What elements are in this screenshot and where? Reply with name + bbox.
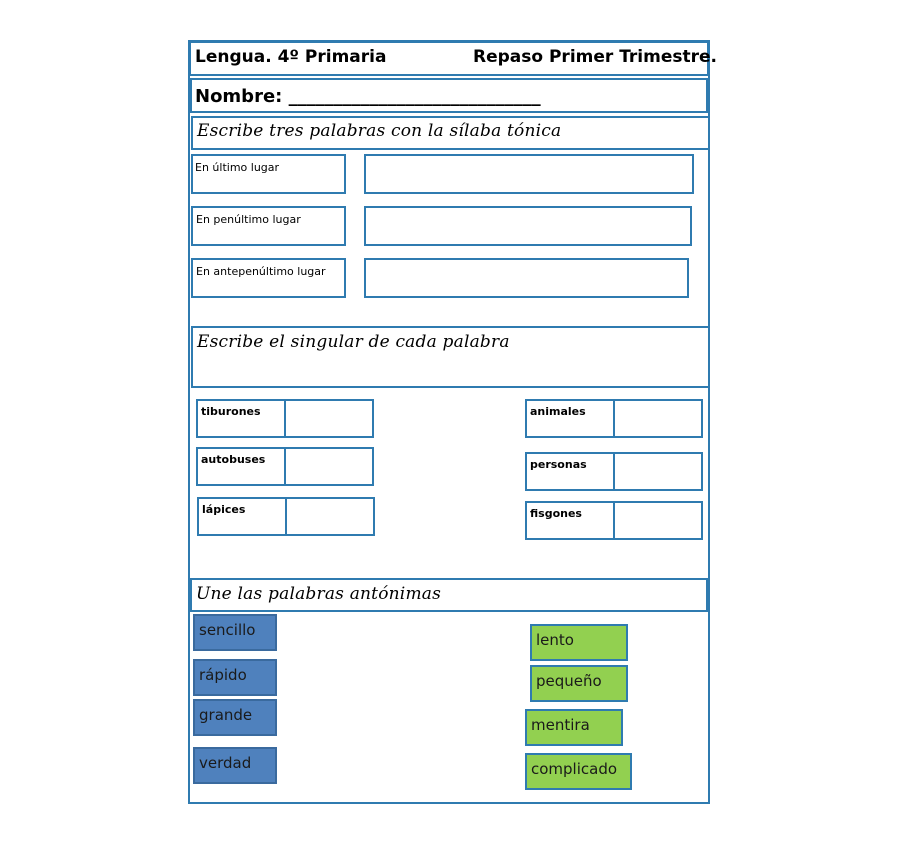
term-title: Repaso Primer Trimestre. [473,47,717,67]
tonic-answer-box-1[interactable] [364,154,694,194]
section-singular-title: Escribe el singular de cada palabra [197,332,510,352]
tonic-answer-box-3[interactable] [364,258,689,298]
name-label: Nombre: ____________________________ [195,86,541,107]
subject-title: Lengua. 4º Primaria [195,47,387,67]
singular-answer-box-animales[interactable] [613,399,703,438]
singular-answer-box-lapices[interactable] [285,497,375,536]
singular-answer-box-personas[interactable] [613,452,703,491]
singular-answer-box-fisgones[interactable] [613,501,703,540]
tonic-label-box-1 [191,154,346,194]
tonic-answer-box-2[interactable] [364,206,692,246]
antonym-left-sencillo[interactable]: sencillo [193,614,277,651]
section-antonyms-title: Une las palabras antónimas [196,584,442,604]
antonym-right-lento[interactable]: lento [530,624,628,661]
antonym-right-complicado[interactable]: complicado [525,753,632,790]
tonic-label-2: En penúltimo lugar [196,213,301,226]
singular-word-personas: personas [530,458,587,471]
singular-word-lapices: lápices [202,503,246,516]
antonym-right-mentira[interactable]: mentira [525,709,623,746]
singular-word-animales: animales [530,405,586,418]
tonic-label-box-2 [191,206,346,246]
section-tonic-title: Escribe tres palabras con la sílaba tónica [197,121,562,141]
singular-word-fisgones: fisgones [530,507,582,520]
tonic-label-box-3 [191,258,346,298]
tonic-label-3: En antepenúltimo lugar [196,265,326,278]
tonic-label-1: En último lugar [195,161,280,174]
antonym-left-rapido[interactable]: rápido [193,659,277,696]
singular-answer-box-tiburones[interactable] [284,399,374,438]
singular-answer-box-autobuses[interactable] [284,447,374,486]
antonym-left-verdad[interactable]: verdad [193,747,277,784]
singular-word-autobuses: autobuses [201,453,266,466]
antonym-right-pequeno[interactable]: pequeño [530,665,628,702]
singular-word-tiburones: tiburones [201,405,261,418]
antonym-left-grande[interactable]: grande [193,699,277,736]
